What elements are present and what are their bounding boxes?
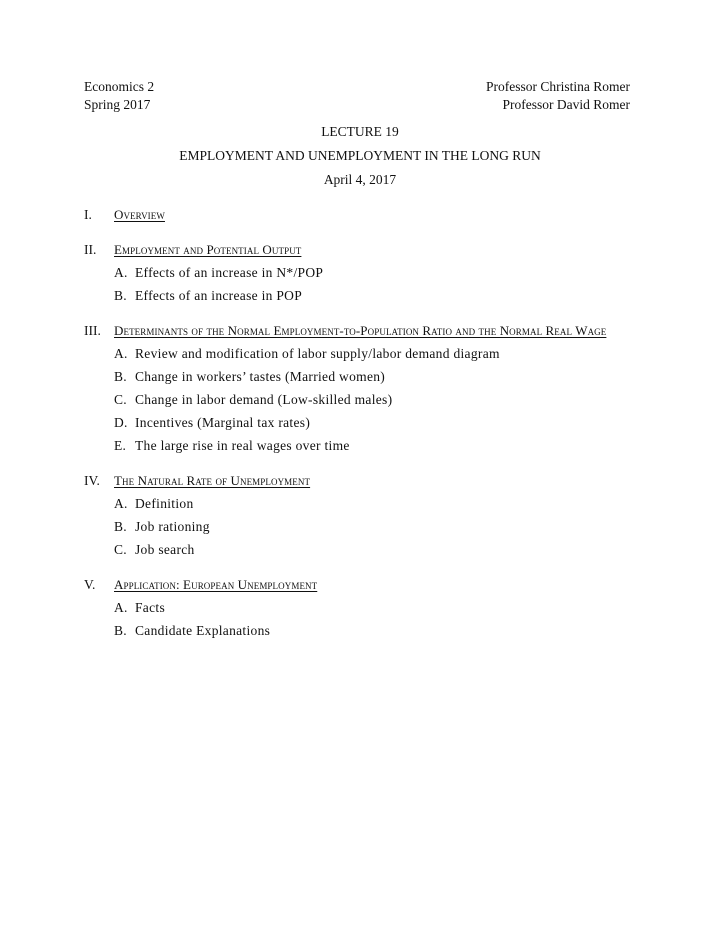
item-letter: B. — [114, 519, 127, 534]
item-letter: B. — [114, 623, 127, 638]
section-heading: Employment and Potential Output — [114, 242, 302, 257]
lecture-number: LECTURE 19 — [321, 124, 399, 139]
item-text: Change in labor demand (Low-skilled males) — [135, 392, 393, 407]
outline-section — [84, 322, 644, 454]
item-letter: B. — [114, 369, 127, 384]
item-text: Change in workers’ tastes (Married women) — [135, 369, 386, 384]
section-heading: Overview — [114, 207, 165, 222]
section-numeral: III. — [84, 323, 101, 338]
outline-section — [84, 576, 644, 639]
lecture-outline — [84, 206, 644, 657]
outline-item — [114, 437, 644, 454]
item-letter: D. — [114, 415, 128, 430]
course-name: Economics 2 — [84, 79, 155, 94]
header-right — [486, 78, 630, 113]
section-numeral: IV. — [84, 473, 100, 488]
outline-item — [114, 391, 644, 408]
outline-item — [114, 495, 644, 512]
outline-item — [114, 287, 644, 304]
professor-2: Professor David Romer — [502, 96, 630, 112]
professor-1: Professor Christina Romer — [486, 79, 630, 94]
section-heading: Determinants of the Normal Employment-to-Population Ratio and the Normal Real Wage — [114, 323, 607, 338]
header-left — [84, 78, 154, 113]
item-text: Effects of an increase in N*/POP — [135, 265, 324, 280]
item-letter: C. — [114, 392, 127, 407]
section-heading: The Natural Rate of Unemployment — [114, 473, 311, 488]
lecture-date: April 4, 2017 — [323, 172, 397, 187]
item-text: Definition — [135, 496, 194, 511]
item-text: The large rise in real wages over time — [135, 438, 350, 453]
item-letter: E. — [114, 438, 127, 453]
outline-item — [114, 414, 644, 431]
item-letter: A. — [114, 600, 128, 615]
outline-section — [84, 206, 644, 223]
lecture-title: EMPLOYMENT AND UNEMPLOYMENT IN THE LONG RUN — [179, 148, 541, 163]
course-term: Spring 2017 — [84, 96, 151, 112]
outline-item — [114, 541, 644, 558]
item-text: Job rationing — [135, 519, 210, 534]
item-text: Facts — [135, 600, 165, 615]
item-letter: A. — [114, 496, 128, 511]
section-numeral: I. — [84, 207, 92, 222]
item-letter: C. — [114, 542, 127, 557]
item-letter: A. — [114, 265, 128, 280]
outline-section — [84, 241, 644, 304]
outline-item — [114, 622, 644, 639]
outline-item — [114, 599, 644, 616]
outline-section — [84, 472, 644, 558]
item-text: Incentives (Marginal tax rates) — [135, 415, 311, 430]
item-text: Review and modification of labor supply/labor demand diagram — [135, 346, 500, 361]
item-text: Candidate Explanations — [135, 623, 271, 638]
item-text: Job search — [135, 542, 195, 557]
section-heading: Application: European Unemployment — [114, 577, 318, 592]
outline-item — [114, 368, 644, 385]
outline-item — [114, 264, 644, 281]
section-numeral: V. — [84, 577, 96, 592]
section-numeral: II. — [84, 242, 97, 257]
outline-item — [114, 345, 644, 362]
item-letter: A. — [114, 346, 128, 361]
outline-item — [114, 518, 644, 535]
item-text: Effects of an increase in POP — [135, 288, 303, 303]
item-letter: B. — [114, 288, 127, 303]
